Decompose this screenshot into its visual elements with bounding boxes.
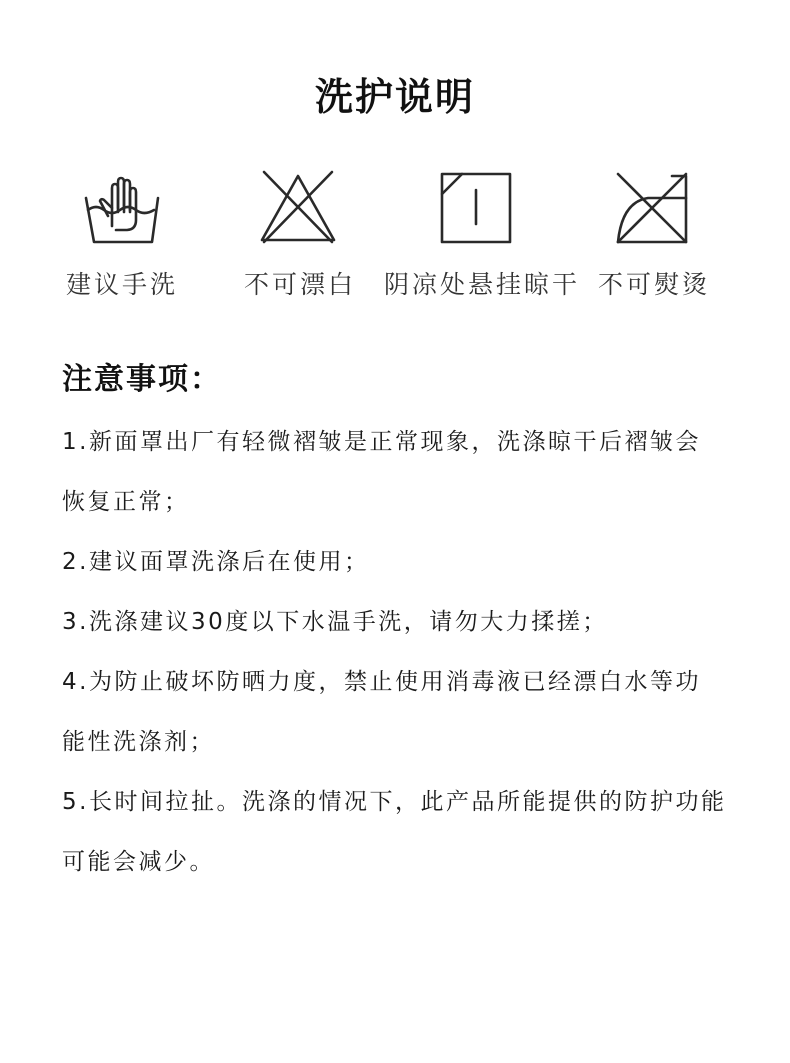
notes-heading: 注意事项： [62, 362, 222, 397]
icon-label-line-dry-in-shade: 阴凉处悬挂晾干 [384, 270, 581, 299]
icon-label-hand-wash: 建议手洗 [66, 270, 179, 299]
icon-label-do-not-iron: 不可熨烫 [598, 270, 711, 299]
hand-wash-icon [82, 168, 162, 248]
icon-label-do-not-bleach: 不可漂白 [244, 270, 357, 299]
note-line: 5.长时间拉扯。洗涤的情况下，此产品所能提供的防护功能 [62, 789, 727, 815]
note-line: 2.建议面罩洗涤后在使用； [62, 549, 370, 575]
note-line: 1.新面罩出厂有轻微褶皱是正常现象，洗涤晾干后褶皱会 [62, 429, 701, 455]
note-line: 可能会减少。 [62, 849, 215, 875]
page-title: 洗护说明 [314, 75, 475, 119]
note-line: 3.洗涤建议30度以下水温手洗，请勿大力揉搓； [62, 609, 608, 635]
note-line: 能性洗涤剂； [62, 729, 215, 755]
do-not-iron-icon [612, 168, 692, 248]
line-dry-in-shade-icon [436, 168, 516, 248]
do-not-bleach-icon [258, 168, 338, 248]
note-line: 恢复正常； [62, 489, 190, 515]
note-line: 4.为防止破坏防晒力度，禁止使用消毒液已经漂白水等功 [62, 669, 701, 695]
